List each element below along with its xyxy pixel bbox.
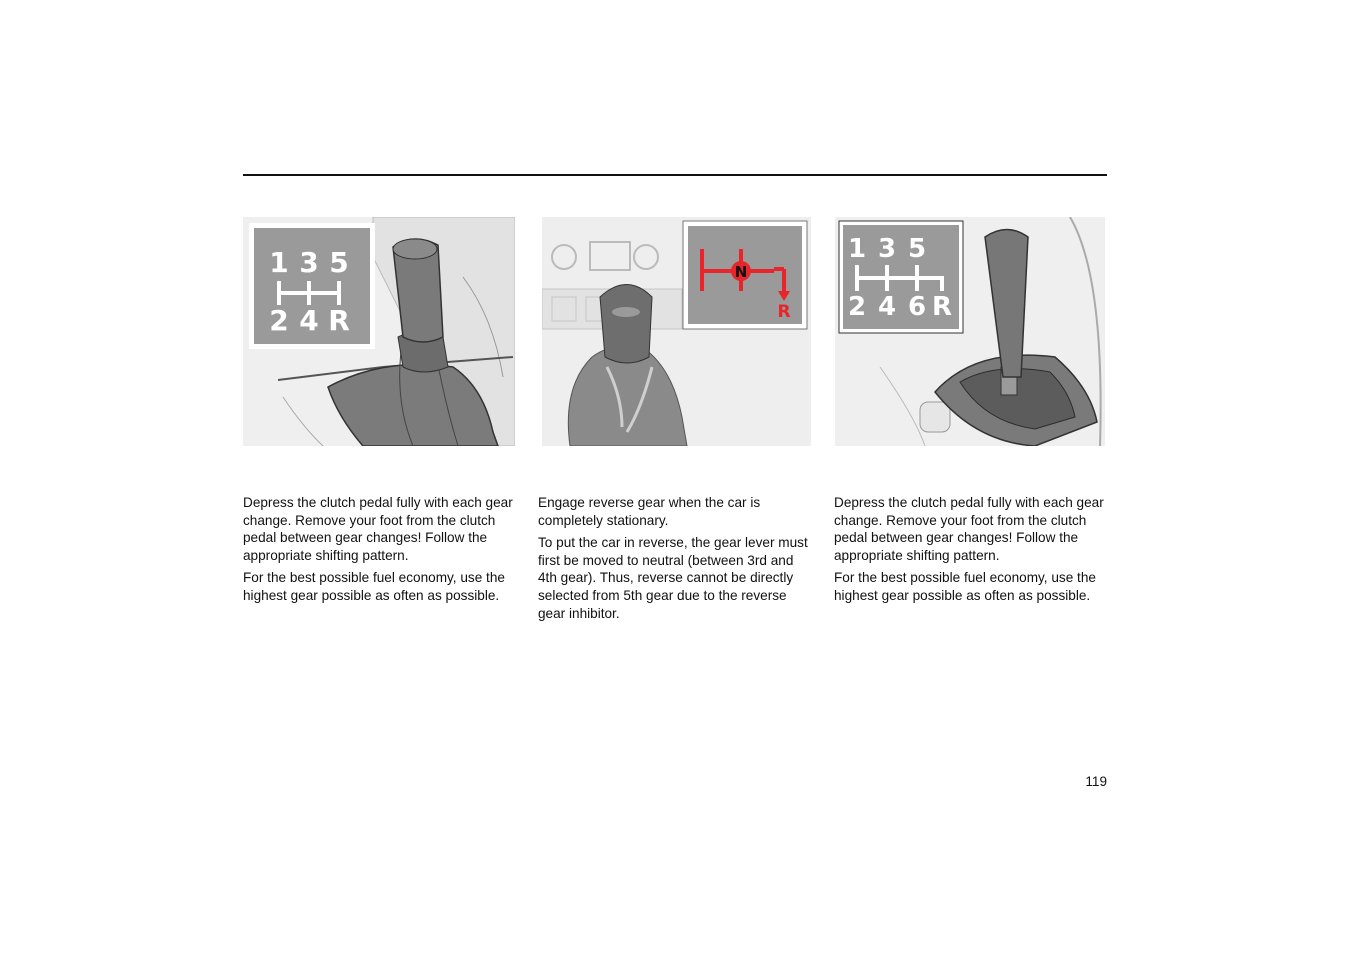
header-rule <box>243 174 1107 176</box>
gate-3: 3 <box>299 246 319 279</box>
gate-1: 1 <box>269 246 289 279</box>
gate-2: 2 <box>269 304 289 337</box>
paragraph: For the best possible fuel economy, use the highest gear possible as often as possible. <box>243 570 505 603</box>
gate-5: 5 <box>329 246 349 279</box>
gate-reverse-label: R <box>777 302 791 322</box>
shift-pattern-6-speed <box>839 221 963 333</box>
gate-5: 5 <box>907 234 927 264</box>
paragraph: To put the car in reverse, the gear lever must first be moved to neutral (between 3rd and 4th gear). Thus, reverse cannot be directly selected from 5th gear due to the reverse gear inhibitor. <box>538 535 808 621</box>
gate-neutral-label: N <box>734 263 748 281</box>
text-column-1 <box>243 494 515 610</box>
shift-pattern-reverse <box>683 221 807 329</box>
figure-5-speed-gear-lever <box>243 217 515 446</box>
figure-6-speed-gear-lever <box>835 217 1105 446</box>
paragraph: For the best possible fuel economy, use the highest gear possible as often as possible. <box>834 570 1096 603</box>
text-column-3 <box>834 494 1106 610</box>
gate-2: 2 <box>847 292 867 322</box>
gate-4: 4 <box>877 292 897 322</box>
paragraph: Engage reverse gear when the car is completely stationary. <box>538 495 761 528</box>
gate-6: 6 <box>907 292 927 322</box>
text-column-2 <box>538 494 810 627</box>
paragraph: Depress the clutch pedal fully with each gear change. Remove your foot from the clutch pedal between gear changes! Follow the appropriate shifting pattern. <box>834 495 1104 563</box>
gate-r: R <box>931 292 953 322</box>
figure-reverse-gear-lever <box>542 217 811 446</box>
gate-4: 4 <box>299 304 319 337</box>
page-number: 119 <box>1085 774 1107 789</box>
gate-3: 3 <box>877 234 897 264</box>
shift-pattern-5-speed <box>249 223 375 349</box>
gate-r: R <box>328 304 350 337</box>
gate-1: 1 <box>847 234 867 264</box>
paragraph: Depress the clutch pedal fully with each gear change. Remove your foot from the clutch pedal between gear changes! Follow the appropriate shifting pattern. <box>243 495 513 563</box>
